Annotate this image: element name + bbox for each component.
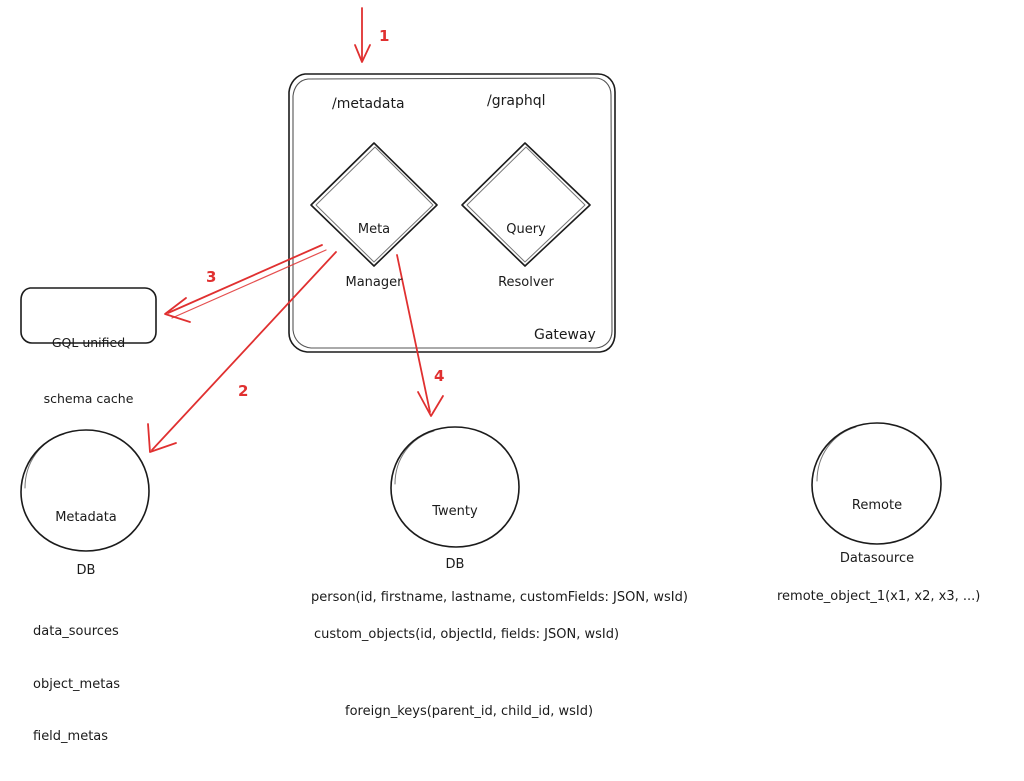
metadata-db-line1: Metadata bbox=[55, 510, 117, 526]
twenty-db-label[interactable] bbox=[405, 468, 505, 608]
query-resolver-line2: Resolver bbox=[498, 274, 554, 290]
arrow-2 bbox=[152, 252, 336, 450]
metadata-table-row: field_metas bbox=[33, 729, 109, 745]
query-resolver-label[interactable] bbox=[476, 186, 576, 326]
remote-datasource-line2: Datasource bbox=[839, 550, 915, 566]
meta-manager-label[interactable] bbox=[324, 186, 424, 326]
twenty-db-line2: DB bbox=[445, 556, 465, 572]
metadata-endpoint-label[interactable]: /metadata bbox=[332, 96, 405, 112]
metadata-table-row: object_metas bbox=[33, 676, 121, 692]
remote-datasource-line1: Remote bbox=[851, 498, 903, 514]
metadata-db-tables bbox=[33, 588, 120, 781]
step-1-label: 1 bbox=[379, 27, 390, 45]
metadata-table-row: data_sources bbox=[33, 624, 119, 640]
gateway-label: Gateway bbox=[534, 327, 596, 343]
step-2-label: 2 bbox=[238, 382, 249, 400]
cache-box-label[interactable] bbox=[23, 296, 154, 446]
arrow-3-tail bbox=[172, 250, 326, 318]
metadata-db-line2: DB bbox=[76, 562, 96, 578]
foreign-keys-table: foreign_keys(parent_id, child_id, wsId) bbox=[345, 704, 594, 719]
cache-box-line1: GQL unified bbox=[51, 334, 126, 350]
remote-datasource-label[interactable] bbox=[827, 462, 927, 602]
query-resolver-line1: Query bbox=[506, 222, 546, 238]
meta-manager-line2: Manager bbox=[345, 274, 403, 290]
arrow-3 bbox=[168, 245, 322, 313]
twenty-db-table-person: person(id, firstname, lastname, customFields: JSON, wsId) bbox=[311, 590, 688, 605]
cache-box-line2: schema cache bbox=[43, 390, 134, 406]
meta-manager-line1: Meta bbox=[357, 222, 391, 238]
step-4-label: 4 bbox=[434, 367, 445, 385]
arrow-3-head bbox=[165, 298, 190, 322]
graphql-endpoint-label[interactable]: /graphql bbox=[487, 93, 546, 109]
twenty-db-line1: Twenty bbox=[432, 504, 478, 520]
twenty-db-table-custom-objects: custom_objects(id, objectId, fields: JSON, wsId) bbox=[314, 627, 620, 642]
step-3-label: 3 bbox=[206, 268, 217, 286]
remote-object-table: remote_object_1(x1, x2, x3, ...) bbox=[777, 589, 981, 604]
